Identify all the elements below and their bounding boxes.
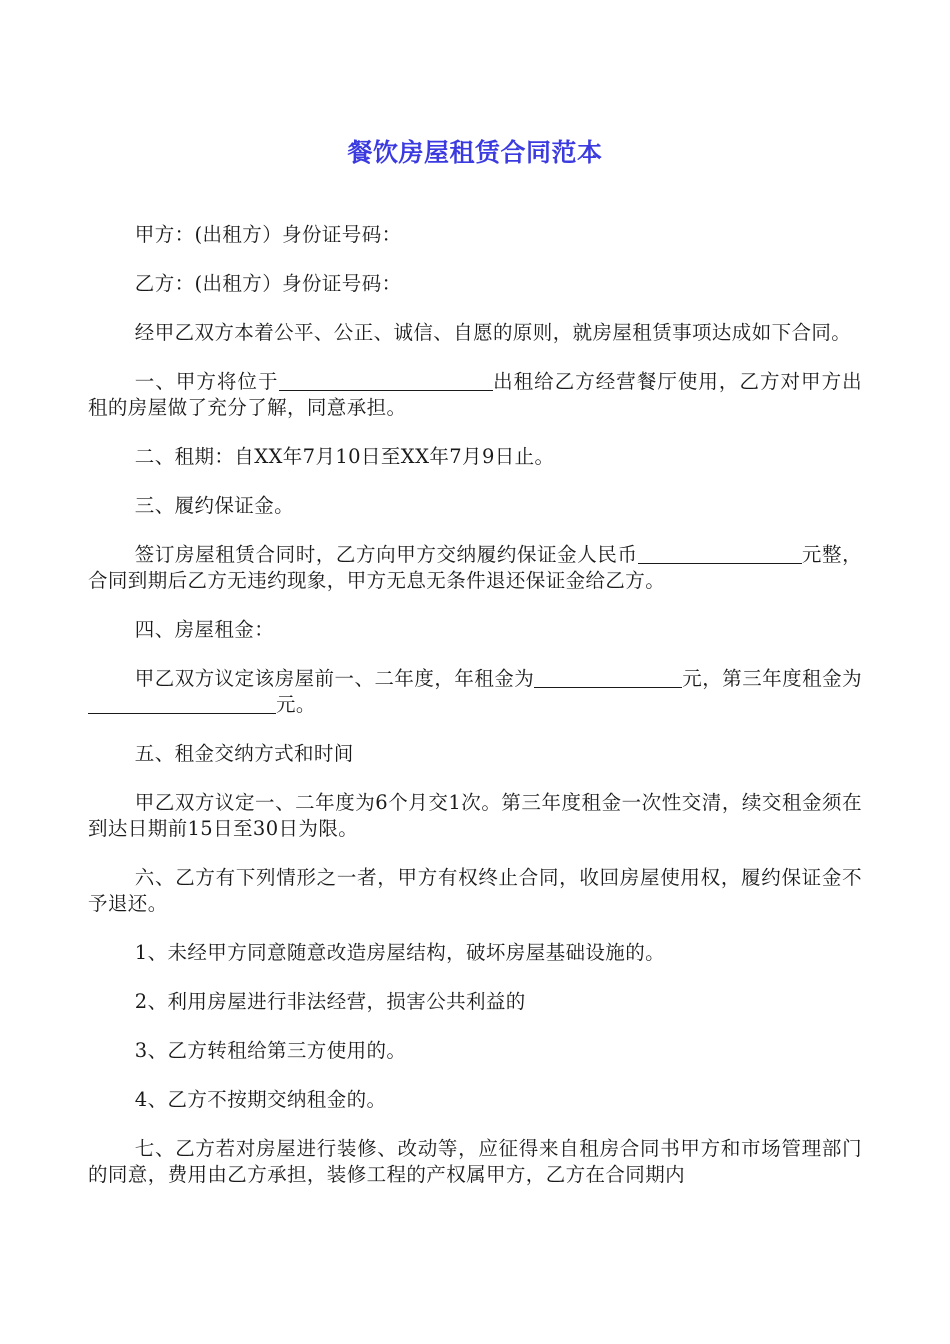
premises-location-blank[interactable] — [279, 370, 493, 391]
clause-1-text-before: 一、甲方将位于 — [134, 370, 279, 393]
termination-item-4: 4、乙方不按期交纳租金的。 — [134, 1088, 387, 1111]
document-title: 餐饮房屋租赁合同范本 — [347, 138, 603, 167]
clause-5-heading: 五、租金交纳方式和时间 — [134, 742, 354, 765]
preamble-paragraph: 经甲乙双方本着公平、公正、诚信、自愿的原则，就房屋租赁事项达成如下合同。 — [134, 321, 852, 344]
termination-item-2: 2、利用房屋进行非法经营，损害公共利益的 — [134, 990, 526, 1013]
rent-text-before: 甲乙双方议定该房屋前一、二年度，年租金为 — [134, 667, 535, 690]
third-year-rent-blank[interactable] — [88, 693, 276, 714]
rent-paragraph — [88, 666, 862, 718]
rent-text-middle: 元，第三年度租金为 — [682, 667, 862, 690]
payment-schedule-paragraph: 甲乙双方议定一、二年度为6个月交1次。第三年度租金一次性交清，续交租金须在到达日期前15日至30日为限。 — [88, 791, 862, 840]
deposit-text-before: 签订房屋租赁合同时，乙方向甲方交纳履约保证金人民币 — [134, 543, 638, 566]
deposit-amount-blank[interactable] — [638, 543, 802, 564]
termination-item-1: 1、未经甲方同意随意改造房屋结构，破坏房屋基础设施的。 — [134, 941, 666, 964]
party-b-line: 乙方：(出租方）身份证号码： — [134, 272, 402, 295]
party-a-line: 甲方：(出租方）身份证号码： — [134, 223, 402, 246]
clause-4-heading: 四、房屋租金： — [134, 618, 275, 641]
clause-1-text-after: 出租给乙方经营餐厅使用，乙方对甲方出租的房屋做了充分了解，同意承担。 — [88, 370, 862, 419]
deposit-paragraph — [88, 542, 862, 594]
clause-3-heading: 三、履约保证金。 — [134, 494, 294, 517]
clause-6-termination: 六、乙方有下列情形之一者，甲方有权终止合同，收回房屋使用权，履约保证金不予退还。 — [88, 866, 862, 915]
annual-rent-blank[interactable] — [534, 667, 682, 688]
document-body — [88, 222, 862, 1211]
rent-text-after: 元。 — [276, 693, 316, 716]
clause-1-premises — [88, 369, 862, 421]
termination-item-3: 3、乙方转租给第三方使用的。 — [134, 1039, 407, 1062]
deposit-text-after: 元整，合同到期后乙方无违约现象，甲方无息无条件退还保证金给乙方。 — [88, 543, 862, 592]
clause-7-renovation: 七、乙方若对房屋进行装修、改动等，应征得来自租房合同书甲方和市场管理部门的同意，费用由乙方承担，装修工程的产权属甲方，乙方在合同期内 — [88, 1137, 862, 1186]
clause-2-term: 二、租期：自XX年7月10日至XX年7月9日止。 — [134, 445, 555, 468]
